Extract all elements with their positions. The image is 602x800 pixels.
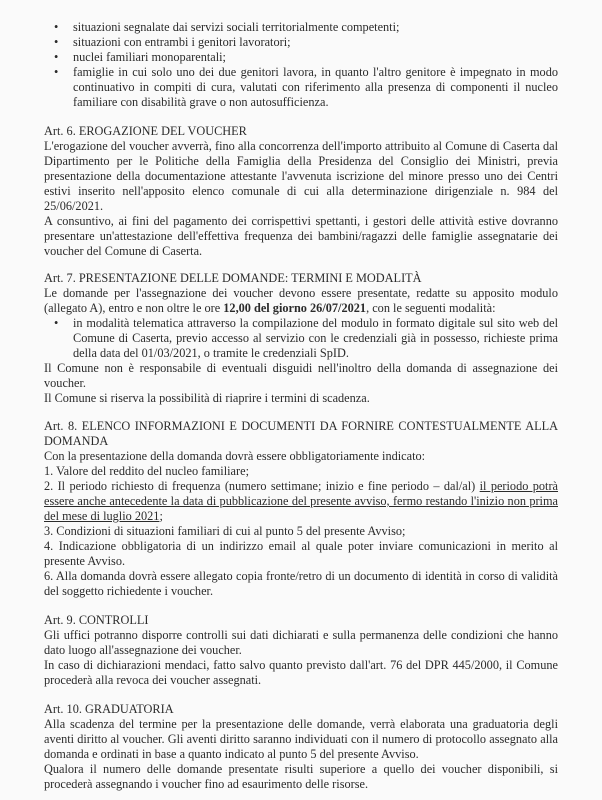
bullet-icon: • [54,65,59,79]
section-art7 [44,271,558,406]
list-item: • situazioni con entrambi i genitori lavoratori; [54,35,291,49]
paragraph: L'erogazione del voucher avverrà, fino alla concorrenza dell'importo attribuito al Comune di Caserta dal Dipartimento per le Politiche della Famiglia della Presidenza del Consiglio dei Ministri, previa presentazione della documentazione attestante l'avvenuta iscrizione del minore presso uno dei Centri estivi inserito nell'apposito elenco comunale di cui alla determinazione dirigenziale n. 984 del 25/06/2021. [44,139,558,213]
bullet-icon: • [54,35,59,49]
list-item: • nuclei familiari monoparentali; [54,50,226,64]
bullet-icon: • [54,316,59,330]
section-art8 [44,419,558,599]
paragraph: In caso di dichiarazioni mendaci, fatto salvo quanto previsto dall'art. 76 del DPR 445/2000, il Comune procederà alla revoca dei voucher assegnati. [44,658,558,687]
section-art9 [44,613,558,688]
list-item: 6. Alla domanda dovrà essere allegato copia fronte/retro di un documento di identità in corso di validità del soggetto richiedente i voucher. [44,569,558,598]
submission-mode-list [44,316,558,361]
paragraph: Il Comune si riserva la possibilità di riaprire i termini di scadenza. [44,391,370,405]
list-item: • situazioni segnalate dai servizi sociali territorialmente competenti; [54,20,400,34]
paragraph: Alla scadenza del termine per la presentazione delle domande, verrà elaborata una graduatoria degli aventi diritto al voucher. Gli aventi diritto saranno individuati con il numero di protocollo assegnato alla domanda e ordinati in base a quanto indicato al punto 5 del presente Avviso. [44,717,558,761]
section-heading: Art. 7. PRESENTAZIONE DELLE DOMANDE: TERMINI E MODALITÀ [44,271,422,285]
list-item: 3. Condizioni di situazioni familiari di cui al punto 5 del presente Avviso; [44,524,406,538]
section-heading: Art. 8. ELENCO INFORMAZIONI E DOCUMENTI DA FORNIRE CONTESTUALMENTE ALLA DOMANDA [44,419,558,448]
priority-criteria-list [44,20,558,110]
section-heading: Art. 9. CONTROLLI [44,613,149,627]
paragraph: Con la presentazione della domanda dovrà essere obbligatoriamente indicato: [44,449,426,463]
list-item: 4. Indicazione obbligatoria di un indirizzo email al quale poter inviare comunicazioni in merito al presente Avviso. [44,539,558,568]
paragraph: Il Comune non è responsabile di eventuali disguidi nell'inoltro della domanda di assegnazione dei voucher. [44,361,558,390]
paragraph: Gli uffici potranno disporre controlli sui dati dichiarati e sulla permanenza delle condizioni che hanno dato luogo all'assegnazione dei voucher. [44,628,558,657]
list-item: 1. Valore del reddito del nucleo familiare; [44,464,249,478]
paragraph: Le domande per l'assegnazione dei voucher devono essere presentate, redatte su apposito modulo (allegato A), entro e non oltre le ore 12,00 del giorno 26/07/2021, con le seguenti modalità: [44,286,558,315]
deadline: 12,00 del giorno 26/07/2021 [223,301,367,315]
section-art6 [44,124,558,259]
section-heading: Art. 6. EROGAZIONE DEL VOUCHER [44,124,247,138]
section-art10 [44,702,558,792]
document-page [44,20,558,792]
section-heading: Art. 10. GRADUATORIA [44,702,174,716]
paragraph: Qualora il numero delle domande presentate risulti superiore a quello dei voucher disponibili, si procederà assegnando i voucher fino ad esaurimento delle risorse. [44,762,558,791]
bullet-icon: • [54,50,59,64]
list-item: • in modalità telematica attraverso la compilazione del modulo in formato digitale sul sito web del Comune di Caserta, previo accesso al servizio con le credenziali già in possesso, richieste prima della data del 01/03/2021, o tramite le credenziali SpID. [54,316,558,360]
paragraph: A consuntivo, ai fini del pagamento dei corrispettivi spettanti, i gestori delle attività estive dovranno presentare un'attestazione dell'effettiva frequenza dei bambini/ragazzi delle famiglie assegnatarie dei voucher del Comune di Caserta. [44,214,558,258]
list-item: 2. Il periodo richiesto di frequenza (numero settimane; inizio e fine periodo – dal/al) il periodo potrà essere anche antecedente la data di pubblicazione del presente avviso, fermo restando l'inizio non prima del mese di luglio 2021; [44,479,559,523]
underlined-note: il periodo potrà essere anche antecedente la data di pubblicazione del presente avviso, fermo restando l'inizio non prima del mese di luglio 2021 [44,479,559,523]
bullet-icon: • [54,20,59,34]
list-item: • famiglie in cui solo uno dei due genitori lavora, in quanto l'altro genitore è impegnato in modo continuativo in compiti di cura, valutati con riferimento alla presenza di componenti il nucleo familiare con disabilità grave o non autosufficienza. [54,65,558,109]
